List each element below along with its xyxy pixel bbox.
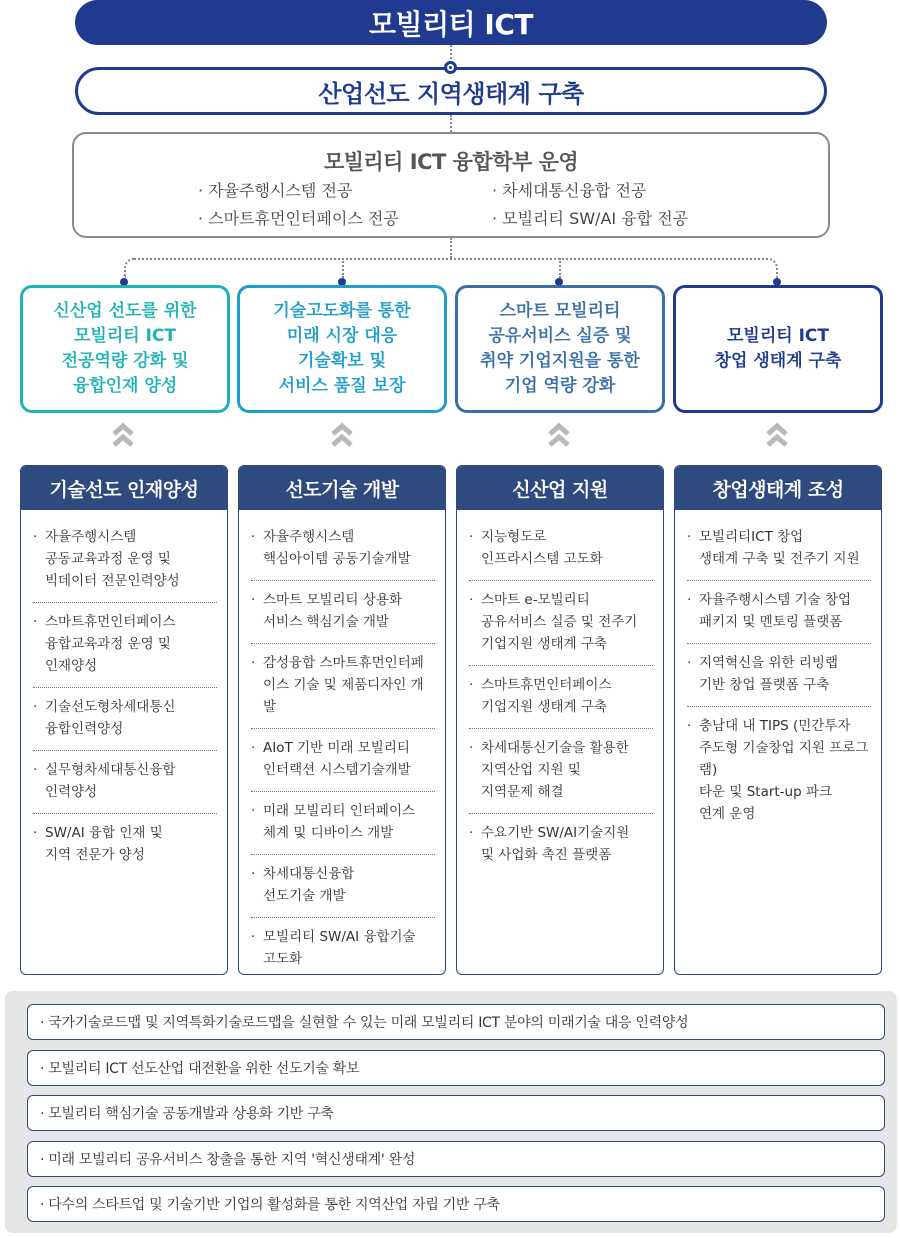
outcomes-panel [5, 991, 897, 1233]
connector-line [450, 115, 452, 132]
connector-line [342, 258, 344, 278]
goal-box-technology [237, 285, 447, 413]
column-startup [674, 465, 882, 975]
outcome-item: · 모빌리티 핵심기술 공동개발과 상용화 기반 구축 [27, 1095, 885, 1131]
column-header: 신산업 지원 [457, 466, 663, 510]
faculty-major: · 모빌리티 SW/AI 융합 전공 [492, 209, 689, 228]
column-talent [20, 465, 228, 975]
main-title: 모빌리티 ICT [75, 0, 827, 45]
outcome-item: · 국가기술로드맵 및 지역특화기술로드맵을 실현할 수 있는 미래 모빌리티 ICT 분야의 미래기술 대응 인력양성 [27, 1004, 885, 1040]
list-item: · 자율주행시스템 핵심아이템 공동기술개발 [251, 518, 435, 581]
list-item: · 모빌리티 SW/AI 융합기술 고도화 [251, 918, 435, 975]
double-chevron-up-icon [111, 421, 135, 449]
branch-connector [124, 258, 778, 278]
list-item: · 스마트 e-모빌리티 공유서비스 실증 및 전주기 기업지원 생태계 구축 [469, 581, 653, 666]
connector-node [444, 61, 457, 74]
outcome-item: · 미래 모빌리티 공유서비스 창출을 통한 지역 '혁신생태계' 완성 [27, 1141, 885, 1177]
list-item: · AIoT 기반 미래 모빌리티 인터랙션 시스템기술개발 [251, 729, 435, 792]
list-item: · SW/AI 융합 인재 및 지역 전문가 양성 [33, 814, 217, 876]
list-item: · 수요기반 SW/AI기술지원 및 사업화 촉진 플랫폼 [469, 814, 653, 876]
goal-text: 신산업 선도를 위한 모빌리티 ICT 전공역량 강화 및 융합인재 양성 [53, 301, 197, 396]
outcome-item: · 모빌리티 ICT 선도산업 대전환을 위한 선도기술 확보 [27, 1050, 885, 1086]
connector-line [450, 238, 452, 258]
list-item: · 차세대통신융합 선도기술 개발 [251, 855, 435, 918]
faculty-box [72, 132, 830, 238]
column-list [239, 510, 445, 975]
list-item: · 스마트 모빌리티 상용화 서비스 핵심기술 개발 [251, 581, 435, 644]
column-header: 선도기술 개발 [239, 466, 445, 510]
column-technology [238, 465, 446, 975]
outcome-item: · 다수의 스타트업 및 기술기반 기업의 활성화를 통한 지역산업 자립 기반 구축 [27, 1186, 885, 1222]
goal-text: 모빌리티 ICT 창업 생태계 구축 [714, 326, 842, 371]
goal-box-industry [455, 285, 665, 413]
list-item: · 자율주행시스템 공동교육과정 운영 및 빅데이터 전문인력양성 [33, 518, 217, 603]
list-item: · 차세대통신기술을 활용한 지역산업 지원 및 지역문제 해결 [469, 729, 653, 814]
subtitle-banner: 산업선도 지역생태계 구축 [75, 67, 827, 115]
list-item: · 스마트휴먼인터페이스 융합교육과정 운영 및 인재양성 [33, 603, 217, 688]
goal-box-startup [673, 285, 883, 413]
column-industry [456, 465, 664, 975]
column-list [21, 510, 227, 876]
list-item: · 실무형차세대통신융합 인력양성 [33, 751, 217, 814]
column-header: 기술선도 인재양성 [21, 466, 227, 510]
list-item: · 미래 모빌리티 인터페이스 체계 및 디바이스 개발 [251, 792, 435, 855]
list-item: · 지역혁신을 위한 리빙랩 기반 창업 플랫폼 구축 [687, 644, 871, 707]
list-item: · 감성융합 스마트휴먼인터페 이스 기술 및 제품디자인 개발 [251, 644, 435, 729]
double-chevron-up-icon [765, 421, 789, 449]
list-item: · 충남대 내 TIPS (민간투자 주도형 기술창업 지원 프로그램) 타운 및 Start-up 파크 연계 운영 [687, 707, 871, 835]
faculty-major: · 자율주행시스템 전공 [198, 181, 353, 200]
list-item: · 자율주행시스템 기술 창업 패키지 및 멘토링 플랫폼 [687, 581, 871, 644]
list-item: · 지능형도로 인프라시스템 고도화 [469, 518, 653, 581]
faculty-title: 모빌리티 ICT 융합학부 운영 [323, 150, 579, 174]
list-item: · 스마트휴먼인터페이스 기업지원 생태계 구축 [469, 666, 653, 729]
faculty-major: · 차세대통신융합 전공 [492, 181, 647, 200]
double-chevron-up-icon [330, 421, 354, 449]
column-list [457, 510, 663, 876]
goal-box-talent [20, 285, 230, 413]
double-chevron-up-icon [547, 421, 571, 449]
faculty-major: · 스마트휴먼인터페이스 전공 [198, 209, 399, 228]
list-item: · 기술선도형차세대통신 융합인력양성 [33, 688, 217, 751]
list-item: · 모빌리티ICT 창업 생태계 구축 및 전주기 지원 [687, 518, 871, 581]
column-list [675, 510, 881, 835]
column-header: 창업생태계 조성 [675, 466, 881, 510]
goal-text: 스마트 모빌리티 공유서비스 실증 및 취약 기업지원을 통한 기업 역량 강화 [480, 301, 640, 396]
goal-text: 기술고도화를 통한 미래 시장 대응 기술확보 및 서비스 품질 보장 [273, 301, 411, 396]
connector-line [559, 258, 561, 278]
